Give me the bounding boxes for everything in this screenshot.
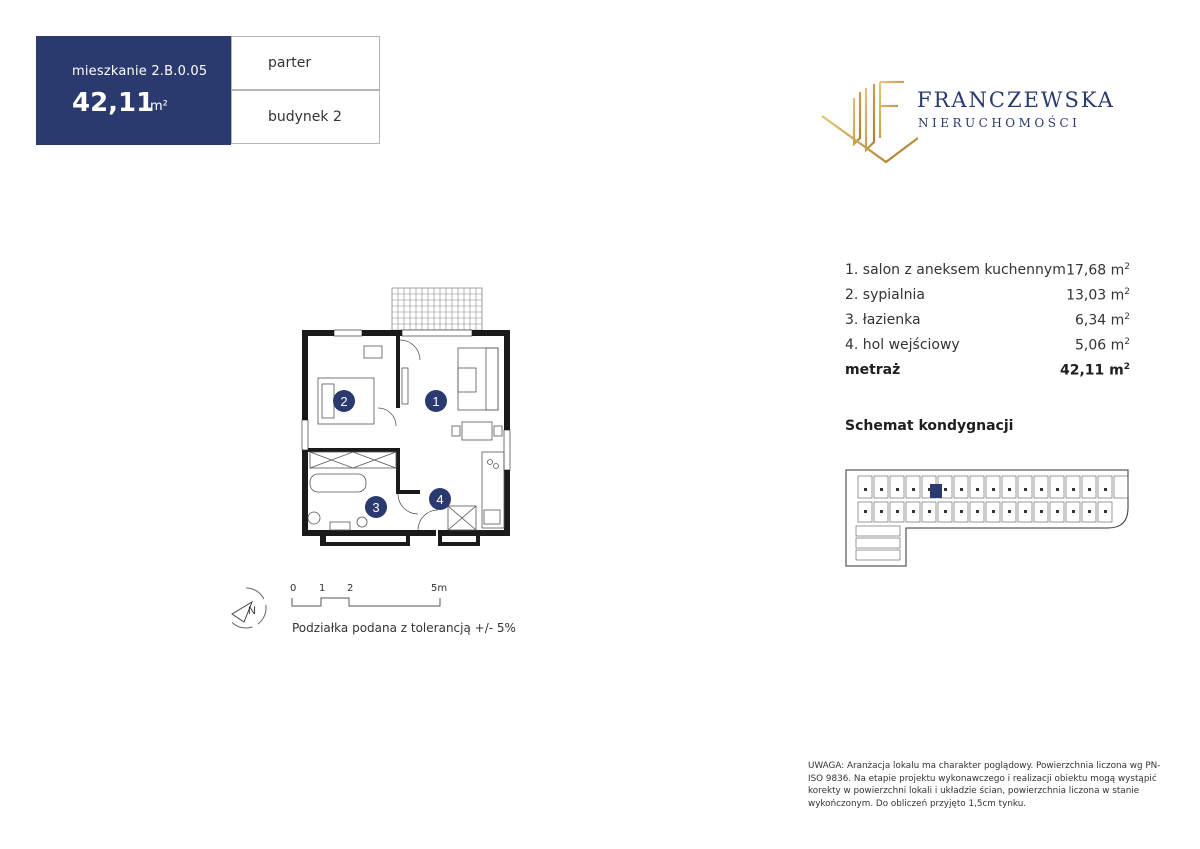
scale-tick-2: 2	[347, 583, 354, 594]
scale-tick-5m: 5m	[431, 583, 448, 594]
room-area: 6,34 m	[1075, 312, 1125, 329]
total-area: 42,11 m	[1059, 362, 1124, 379]
room-row: 1. salon z aneksem kuchennym 17,68 $m^2$	[845, 262, 1130, 279]
apartment-area: 42,11	[72, 88, 155, 118]
floor-label: parter	[268, 55, 312, 71]
floor-cell	[231, 36, 380, 90]
room-name: 4. hol wejściowy	[845, 337, 960, 353]
building-label: budynek 2	[268, 109, 342, 125]
building-cell	[231, 90, 380, 144]
room-number-2: 2	[340, 394, 348, 409]
schemat-title: Schemat kondygnacji	[845, 418, 1014, 434]
highlighted-apartment	[930, 484, 942, 498]
inner-walls	[308, 336, 420, 494]
svg-text:N: N	[248, 605, 256, 617]
room-row: 3. łazienka 6,34 $m^2$	[845, 312, 1130, 329]
apartment-header	[36, 36, 231, 145]
total-row: metraż 42,11 $m^2$	[845, 362, 1130, 379]
scale-tick-1: 1	[319, 583, 326, 594]
apartment-label: mieszkanie 2.B.0.05	[72, 64, 208, 79]
room-area: 17,68 m	[1066, 262, 1125, 279]
floor-plan	[290, 280, 530, 560]
room-number-3: 3	[372, 500, 380, 515]
furniture	[308, 340, 504, 530]
apartment-area-unit: m²	[150, 99, 168, 114]
outer-walls	[302, 330, 510, 546]
room-row: 4. hol wejściowy 5,06 $m^2$	[845, 337, 1130, 354]
room-number-1: 1	[432, 394, 440, 409]
scale-bar	[290, 596, 450, 610]
room-name: 2. sypialnia	[845, 287, 925, 303]
logo-subtitle: NIERUCHOMOŚCI	[918, 116, 1081, 130]
room-row: 2. sypialnia 13,03 $m^2$	[845, 287, 1130, 304]
logo-name: FRANCZEWSKA	[917, 88, 1115, 112]
disclaimer: UWAGA: Aranżacja lokalu ma charakter poglądowy. Powierzchnia liczona wg PN-ISO 9836. Na etapie projektu wykonawczego i realizacji obiektu mogą wystąpić korekty w powierzchni lokali i układzie ścian, powierzchnia liczona w stanie wykończonym. Do obliczeń przyjęto 1,5cm tynku.	[808, 761, 1161, 809]
room-area: 13,03 m	[1066, 287, 1125, 304]
balcony-grid	[392, 288, 482, 332]
total-name: metraż	[845, 362, 901, 378]
room-area: 5,06 m	[1075, 337, 1125, 354]
logo-mark-icon	[818, 76, 918, 168]
room-name: 3. łazienka	[845, 312, 921, 328]
compass-icon	[222, 584, 270, 632]
floor-schema	[844, 468, 1134, 570]
room-name: 1. salon z aneksem kuchennym	[845, 262, 1066, 278]
room-number-4: 4	[436, 492, 444, 507]
room-markers	[333, 390, 451, 518]
scale-tick-0: 0	[290, 583, 297, 594]
scale-note: Podziałka podana z tolerancją +/- 5%	[292, 621, 516, 635]
